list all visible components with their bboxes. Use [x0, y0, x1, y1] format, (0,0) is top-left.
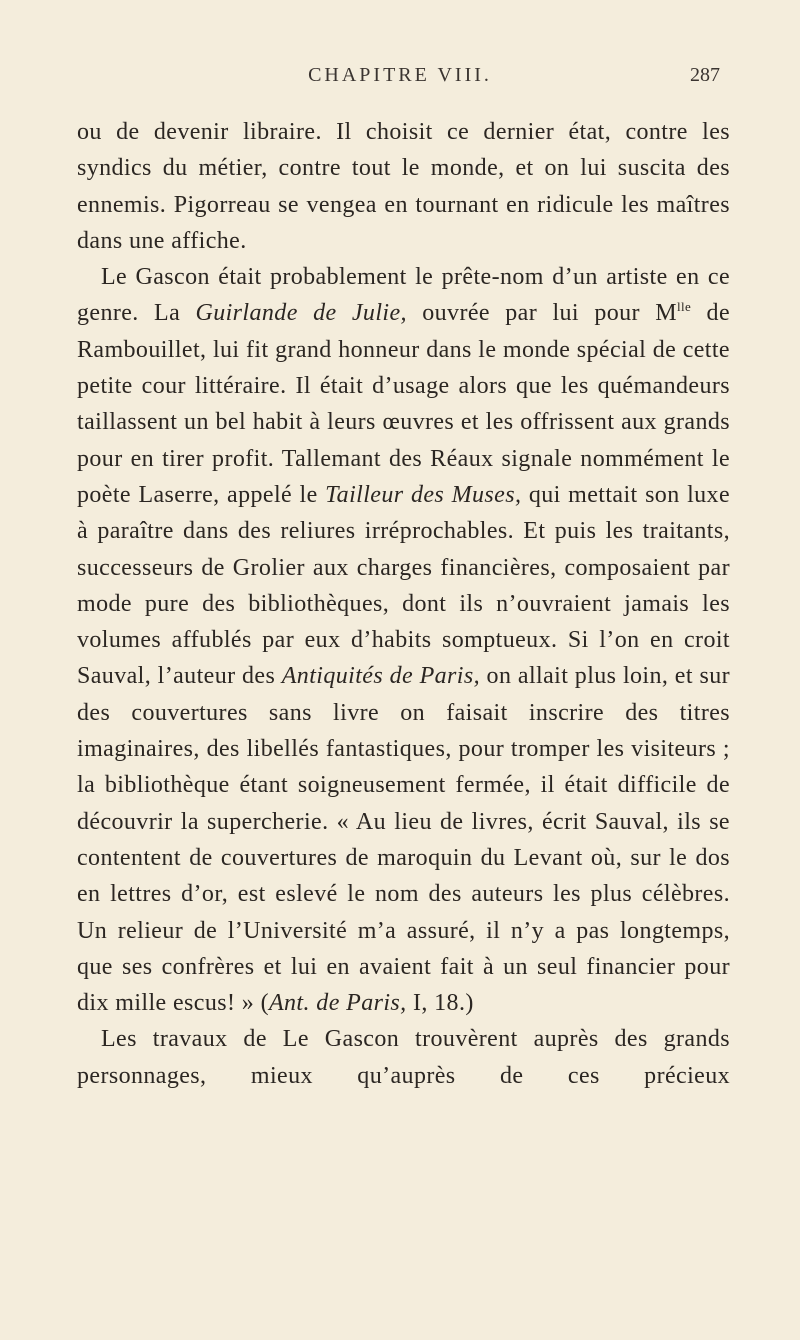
running-head — [0, 64, 800, 94]
text-run: I, 18.) — [406, 990, 474, 1017]
italic-title-antiquites: Antiquités de Paris, — [281, 663, 481, 690]
page-number: 287 — [690, 64, 720, 86]
paragraph-2 — [77, 259, 730, 1021]
body-text — [77, 114, 730, 1094]
text-run: Le Gascon était probablement le prête-nom d’un artiste en ce genre. La — [77, 264, 730, 327]
paragraph-3: Les travaux de Le Gascon trouvèrent auprès des grands personnages, mieux qu’auprès de ces précieux — [77, 1026, 730, 1089]
chapter-title: CHAPITRE VIII. — [308, 64, 492, 86]
text-run: ouvrée par lui pour M — [406, 300, 677, 327]
text-run: on allait plus loin, et sur des couvertures sans livre on faisait inscrire des titres imaginaires, des libellés fantastiques, pour tromper les visiteurs ; la bibliothèque étant soigneusement fermée, il était difficile de découvrir la supercherie. « Au lieu de livres, écrit Sauval, ils se contentent de couvertures de maroquin du Levant où, sur le dos en lettres d’or, est eslevé le nom des auteurs les plus célèbres. Un relieur de l’Université m’a assuré, il n’y a pas longtemps, que ses confrères et lui en avaient fait à un seul financier pour dix mille escus! » ( — [77, 663, 730, 1017]
italic-title-guirlande: Guirlande de Julie, — [195, 300, 407, 327]
italic-citation: Ant. de Paris, — [268, 990, 407, 1017]
text-run: qui mettait son luxe à paraître dans des reliures irréprochables. Et puis les traitants, successeurs de Grolier aux charges financières, composaient par mode pure des bibliothèques, dont ils n’ouvraient jamais les volumes affublés par eux d’habits somptueux. Si l’on en croit Sauval, l’auteur des — [77, 481, 730, 690]
text-run: de Rambouillet, lui fit grand honneur dans le monde spécial de cette petite cour littéraire. Il était d’usage alors que les quémandeurs taillassent un bel habit à leurs œuvres et les offrissent aux grands pour en tirer profit. Tallemant des Réaux signale nommément le poète Laserre, appelé le — [77, 300, 730, 508]
paragraph-1: ou de devenir libraire. Il choisit ce dernier état, contre les syndics du métier, contre tout le monde, et on lui suscita des ennemis. Pigorreau se vengea en tournant en ridicule les maîtres dans une affiche. — [77, 119, 730, 254]
superscript-lle: lle — [677, 299, 692, 315]
italic-title-tailleur: Tailleur des Muses, — [325, 481, 522, 508]
